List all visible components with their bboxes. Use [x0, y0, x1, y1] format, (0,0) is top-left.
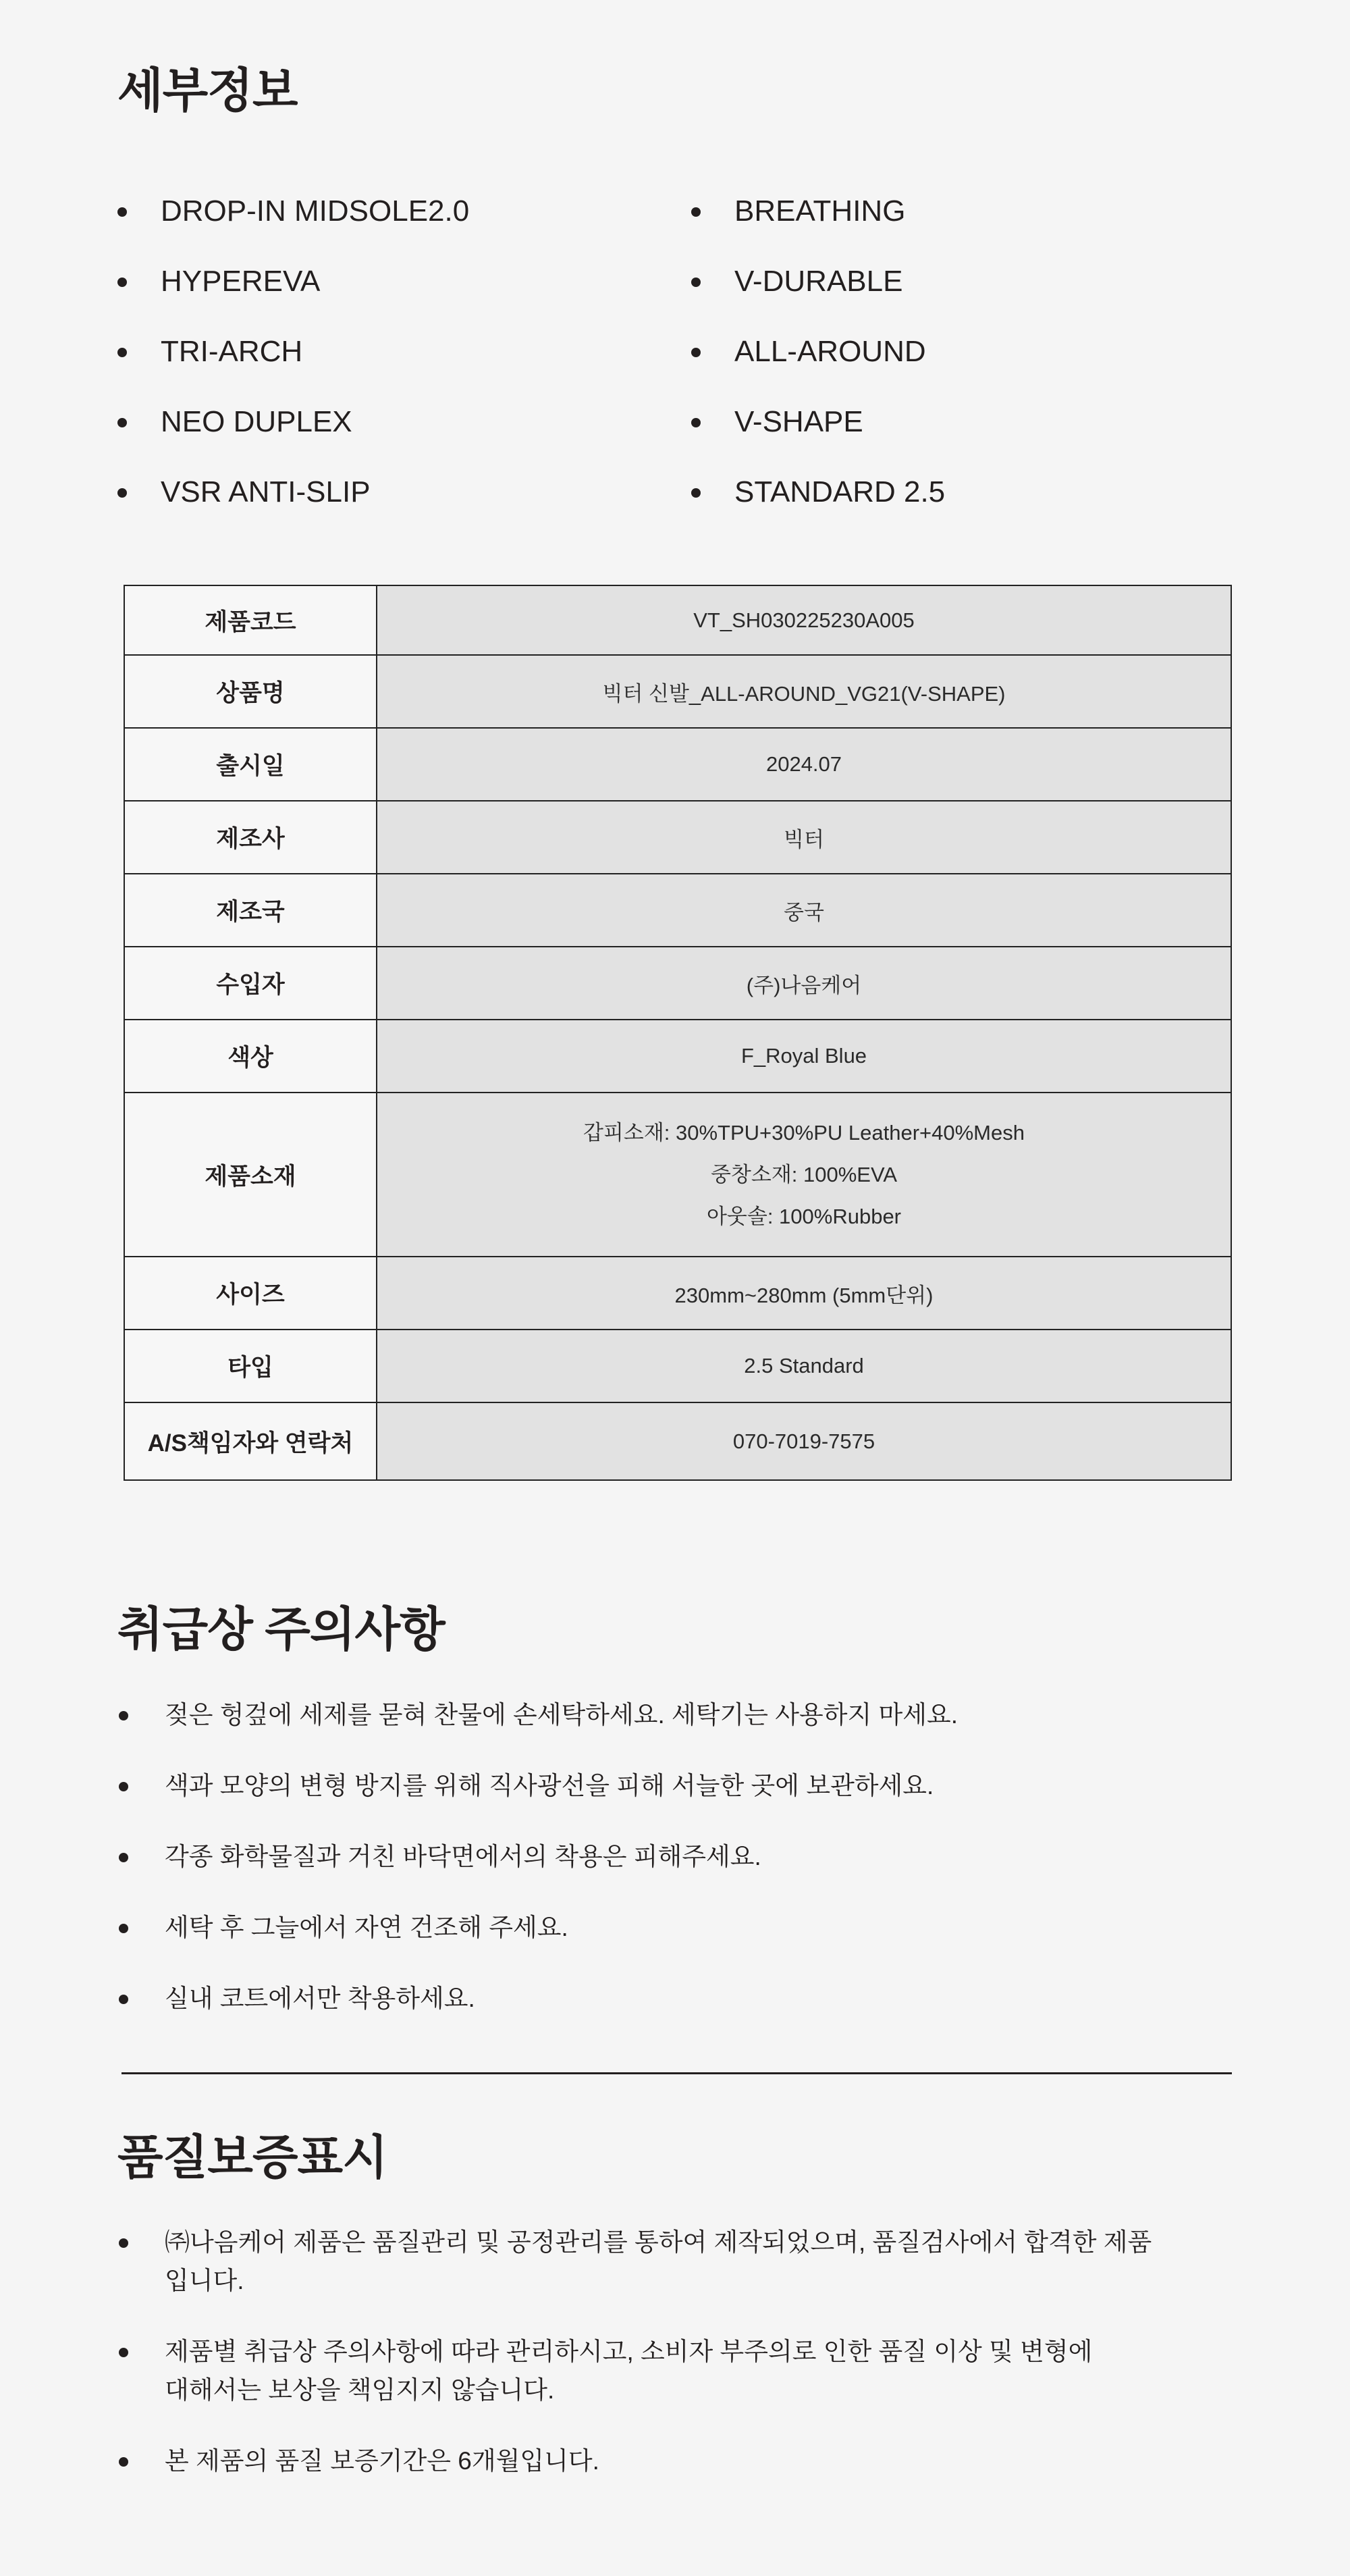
- spec-label: 사이즈: [124, 1257, 377, 1330]
- material-line: 아웃솔: 100%Rubber: [706, 1204, 902, 1228]
- details-title: 세부정보: [117, 64, 298, 117]
- care-item: 젖은 헝겊에 세제를 묻혀 찬물에 손세탁하세요. 세탁기는 사용하지 마세요.: [117, 1696, 1265, 1734]
- feature-item: V-DURABLE: [690, 253, 945, 323]
- spec-value: 빅터 신발_ALL-AROUND_VG21(V-SHAPE): [377, 655, 1231, 728]
- spec-value: F_Royal Blue: [377, 1020, 1231, 1093]
- material-line: 갑피소재: 30%TPU+30%PU Leather+40%Mesh: [583, 1120, 1025, 1145]
- material-line: 중창소재: 100%EVA: [710, 1162, 898, 1186]
- care-list: [117, 1696, 1265, 2050]
- feature-list-right: [690, 182, 945, 533]
- care-item: 색과 모양의 변형 방지를 위해 직사광선을 피해 서늘한 곳에 보관하세요.: [117, 1766, 1265, 1805]
- care-title: 취급상 주의사항: [117, 1603, 445, 1656]
- care-item: 각종 화학물질과 거친 바닥면에서의 착용은 피해주세요.: [117, 1837, 1265, 1876]
- spec-row-maker: [124, 801, 1231, 874]
- warranty-list: [117, 2223, 1170, 2513]
- spec-value-material: [377, 1093, 1231, 1257]
- spec-row-color: [124, 1020, 1231, 1093]
- spec-value: 2.5 Standard: [377, 1330, 1231, 1402]
- spec-label: A/S책임자와 연락처: [124, 1402, 377, 1480]
- feature-item: HYPEREVA: [116, 253, 469, 323]
- feature-item: STANDARD 2.5: [690, 463, 945, 533]
- spec-value: 070-7019-7575: [377, 1402, 1231, 1480]
- care-item: 실내 코트에서만 착용하세요.: [117, 1979, 1265, 2018]
- spec-label: 색상: [124, 1020, 377, 1093]
- feature-item: BREATHING: [690, 182, 945, 253]
- spec-row-as-contact: [124, 1402, 1231, 1480]
- spec-row-country: [124, 874, 1231, 947]
- spec-label: 제조사: [124, 801, 377, 874]
- spec-value: 빅터: [377, 801, 1231, 874]
- feature-item: NEO DUPLEX: [116, 393, 469, 463]
- spec-label: 제품코드: [124, 585, 377, 655]
- spec-value: VT_SH030225230A005: [377, 585, 1231, 655]
- spec-label: 출시일: [124, 728, 377, 801]
- spec-label: 수입자: [124, 947, 377, 1020]
- section-divider: [122, 2072, 1232, 2074]
- warranty-item: ㈜나음케어 제품은 품질관리 및 공정관리를 통하여 제작되었으며, 품질검사에서 합격한 제품입니다.: [117, 2223, 1170, 2300]
- feature-item: TRI-ARCH: [116, 323, 469, 393]
- spec-row-importer: [124, 947, 1231, 1020]
- spec-label: 제조국: [124, 874, 377, 947]
- spec-value: 2024.07: [377, 728, 1231, 801]
- spec-row-material: [124, 1093, 1231, 1257]
- spec-row-release: [124, 728, 1231, 801]
- spec-label: 제품소재: [124, 1093, 377, 1257]
- warranty-item: 본 제품의 품질 보증기간은 6개월입니다.: [117, 2442, 1170, 2480]
- spec-table: [124, 585, 1232, 1481]
- spec-row-size: [124, 1257, 1231, 1330]
- care-item: 세탁 후 그늘에서 자연 건조해 주세요.: [117, 1908, 1265, 1947]
- feature-list-left: [116, 182, 469, 533]
- spec-value: (주)나음케어: [377, 947, 1231, 1020]
- spec-row-type: [124, 1330, 1231, 1402]
- spec-label: 상품명: [124, 655, 377, 728]
- spec-value: 230mm~280mm (5mm단위): [377, 1257, 1231, 1330]
- spec-value: 중국: [377, 874, 1231, 947]
- feature-item: DROP-IN MIDSOLE2.0: [116, 182, 469, 253]
- spec-label: 타입: [124, 1330, 377, 1402]
- warranty-title: 품질보증표시: [117, 2131, 387, 2184]
- feature-item: VSR ANTI-SLIP: [116, 463, 469, 533]
- warranty-item: 제품별 취급상 주의사항에 따라 관리하시고, 소비자 부주의로 인한 품질 이상 및 변형에 대해서는 보상을 책임지지 않습니다.: [117, 2332, 1096, 2409]
- feature-item: V-SHAPE: [690, 393, 945, 463]
- feature-item: ALL-AROUND: [690, 323, 945, 393]
- spec-row-code: [124, 585, 1231, 655]
- spec-row-name: [124, 655, 1231, 728]
